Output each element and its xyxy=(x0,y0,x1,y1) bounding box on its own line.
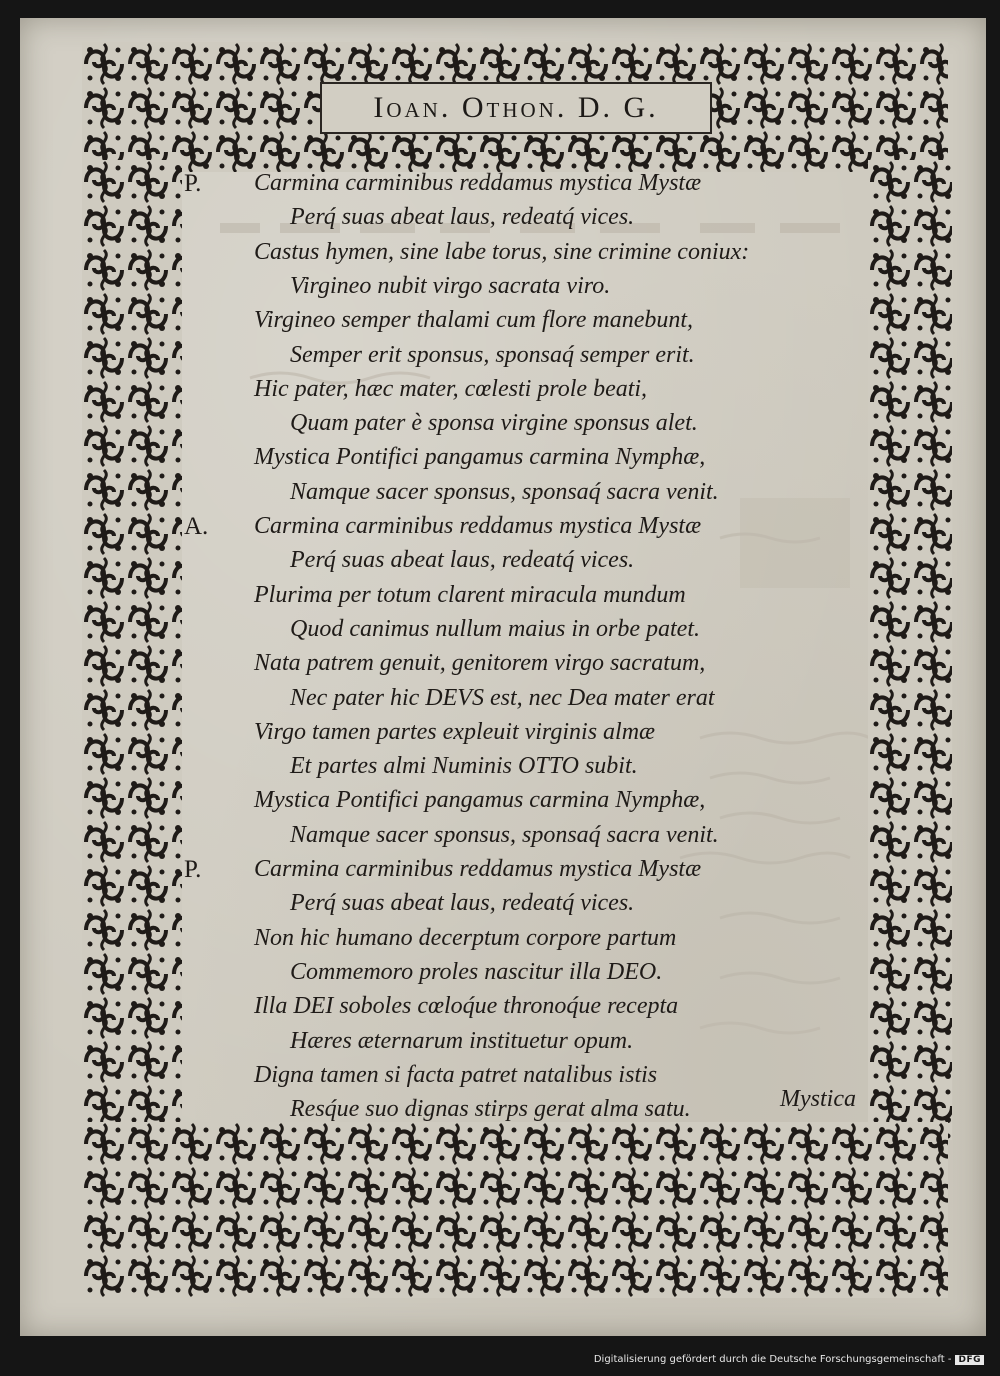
verse-line: Resq́ue suo dignas stirps gerat alma satu. xyxy=(290,1096,691,1123)
verse-line: Carmina carminibus reddamus mystica Mystæ xyxy=(254,170,702,196)
credit-text: Digitalisierung gefördert durch die Deutsche Forschungsgemeinschaft - xyxy=(593,1354,952,1365)
verse-line: Namque sacer sponsus, sponsaq́ sacra venit. xyxy=(290,478,719,505)
verse-line: Virgineo nubit virgo sacrata viro. xyxy=(290,272,611,299)
verse-line: Castus hymen, sine labe torus, sine crimine coniux: xyxy=(254,238,750,265)
verse-line: Perq́ suas abeat laus, redeatq́ vices. xyxy=(290,890,635,917)
verse-line: Carmina carminibus reddamus mystica Mystæ xyxy=(254,513,702,539)
verse-line: Virgo tamen partes expleuit virginis almæ xyxy=(254,718,656,745)
verse-line: Perq́ suas abeat laus, redeatq́ vices. xyxy=(290,547,635,574)
verse-line: Non hic humano decerptum corpore partum xyxy=(254,924,677,951)
dfg-logo: DFG xyxy=(955,1355,984,1365)
speaker-label: P. xyxy=(184,170,202,197)
verse-line: Mystica Pontifici pangamus carmina Nymphæ, xyxy=(254,787,706,814)
verse-line: Carmina carminibus reddamus mystica Mystæ xyxy=(254,856,702,882)
verse-line: Illa DEI soboles cœloq́ue thronoq́ue recepta xyxy=(254,993,679,1020)
verse-line: Et partes almi Numinis OTTO subit. xyxy=(290,753,638,780)
ornamental-border-right xyxy=(868,160,952,1140)
verse-line: Virgineo semper thalami cum flore manebunt, xyxy=(254,307,694,334)
verse-line: Hæres æternarum instituetur opum. xyxy=(290,1027,634,1054)
speaker-label: P. xyxy=(184,856,202,883)
verse-line: Nec pater hic DEVS est, nec Dea mater erat xyxy=(290,684,715,711)
catchword: Mystica xyxy=(780,1086,856,1112)
verse-line: Hic pater, hæc mater, cœlesti prole beati, xyxy=(254,375,648,402)
verse-line: Commemoro proles nascitur illa DEO. xyxy=(290,958,663,985)
verse-line: Perq́ suas abeat laus, redeatq́ vices. xyxy=(290,204,635,231)
running-head-text: Ioan. Othon. D. G. xyxy=(373,91,659,124)
verse-line: Digna tamen si facta patret natalibus istis xyxy=(254,1061,658,1088)
verse-line: Quod canimus nullum maius in orbe patet. xyxy=(290,615,700,642)
verse-line: Semper erit sponsus, sponsaq́ semper erit. xyxy=(290,341,695,368)
digitization-credit xyxy=(594,1354,984,1365)
verse-line: Quam pater è sponsa virgine sponsus alet. xyxy=(290,410,698,437)
ornamental-border-bottom xyxy=(82,1122,948,1298)
poem-text-block xyxy=(184,160,854,1123)
running-head xyxy=(320,82,712,134)
verse-line: Namque sacer sponsus, sponsaq́ sacra venit. xyxy=(290,821,719,848)
verse-line: Nata patrem genuit, genitorem virgo sacratum, xyxy=(254,650,706,677)
verse-line: Plurima per totum clarent miracula mundum xyxy=(254,581,686,608)
speaker-label: A. xyxy=(184,513,209,540)
ornamental-border-left xyxy=(82,160,182,1140)
verse-line: Mystica Pontifici pangamus carmina Nymphæ, xyxy=(254,444,706,471)
